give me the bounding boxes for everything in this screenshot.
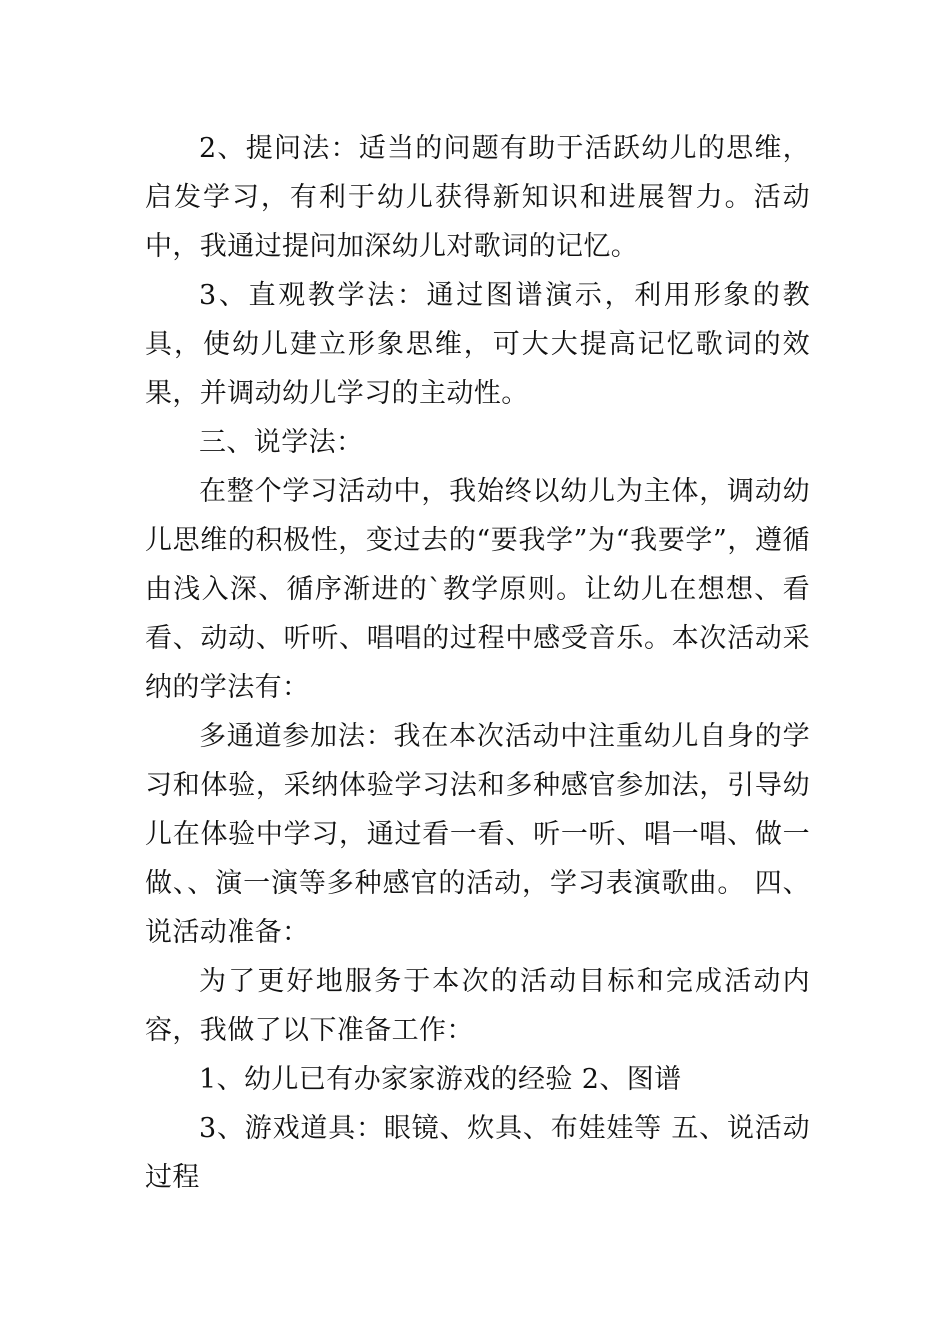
paragraph-preparation-intro: 为了更好地服务于本次的活动目标和完成活动内容，我做了以下准备工作： xyxy=(145,966,810,1046)
paragraph-multichannel-method: 多通道参加法：我在本次活动中注重幼儿自身的学习和体验，采纳体验学习法和多种感官参加法，引导幼儿在体验中学习，通过看一看、听一听、唱一唱、做一做、、演一演等多种感官的活动，学习表演歌曲。 四、说活动准备： xyxy=(145,721,810,948)
document-body xyxy=(145,124,810,1202)
section-heading-learning-method: 三、说学法： xyxy=(199,427,364,458)
paragraph-learning-method-intro: 在整个学习活动中，我始终以幼儿为主体，调动幼儿思维的积极性，变过去的“要我学”为“我要学”，遵循由浅入深、循序渐进的`教学原则。让幼儿在想想、看看、动动、听听、唱唱的过程中感受音乐。本次活动采纳的学法有： xyxy=(145,476,810,703)
paragraph-intuitive-teaching-method: 3、直观教学法：通过图谱演示，利用形象的教具，使幼儿建立形象思维，可大大提高记忆歌词的效果，并调动幼儿学习的主动性。 xyxy=(145,280,810,409)
paragraph-preparation-items-1: 1、幼儿已有办家家游戏的经验 2、图谱 xyxy=(199,1064,682,1095)
paragraph-questioning-method: 2、提问法：适当的问题有助于活跃幼儿的思维，启发学习，有利于幼儿获得新知识和进展智力。活动中，我通过提问加深幼儿对歌词的记忆。 xyxy=(145,133,810,262)
paragraph-preparation-items-2: 3、游戏道具：眼镜、炊具、布娃娃等 五、说活动过程 xyxy=(145,1113,810,1193)
